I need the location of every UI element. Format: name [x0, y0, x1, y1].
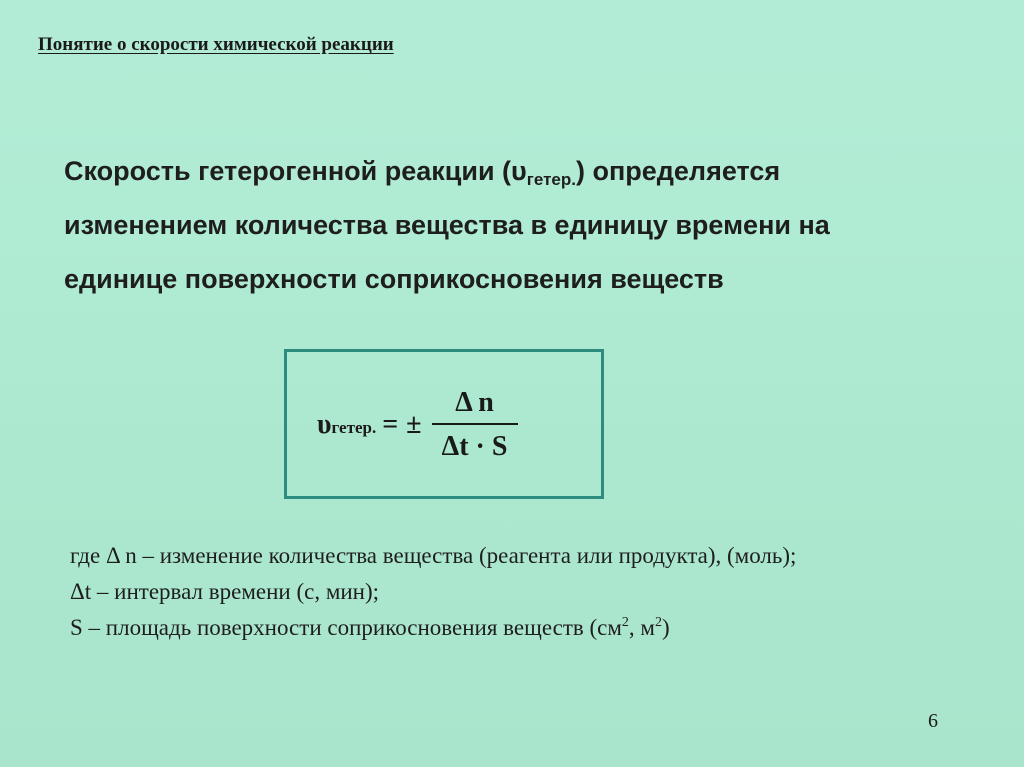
- formula-box: [284, 349, 604, 499]
- definition-line-2: изменением количества вещества в единицу времени на: [64, 210, 830, 240]
- definition-line-1: [64, 144, 964, 198]
- definition-line-1-end: ) определяется: [575, 156, 781, 186]
- slide-title: Понятие о скорости химической реакции: [38, 34, 394, 55]
- legend-row-delta-n: где Δ n – изменение количества вещества (реагента или продукта), (моль);: [70, 543, 797, 568]
- legend-row-area-start: S – площадь поверхности соприкосновения веществ (см: [70, 615, 622, 640]
- legend-superscript-2: 2: [654, 615, 662, 630]
- page-number: 6: [928, 710, 938, 732]
- definition-line-1-start: Скорость гетерогенной реакции (υ: [64, 156, 527, 186]
- formula-fraction: [432, 387, 518, 463]
- legend-row-delta-t: Δt – интервал времени (с, мин);: [70, 579, 380, 604]
- formula-symbol: υ: [317, 409, 332, 440]
- definition-text: [64, 144, 964, 306]
- definition-line-3: единице поверхности соприкосновения веществ: [64, 264, 724, 294]
- formula-numerator: Δ n: [455, 387, 494, 418]
- legend-row-area-end: ): [661, 615, 670, 640]
- legend-row-area-middle: , м: [628, 615, 655, 640]
- rate-formula: [317, 380, 518, 470]
- formula-legend: [70, 538, 796, 646]
- legend-superscript-1: 2: [621, 615, 629, 630]
- definition-subscript: гетер.: [526, 170, 576, 189]
- formula-lhs: υ гетер.: [317, 409, 377, 440]
- formula-plus-minus: ±: [406, 409, 422, 440]
- formula-equals: =: [382, 409, 399, 440]
- formula-denominator: Δt · S: [441, 431, 508, 462]
- legend-row-area: [70, 610, 796, 646]
